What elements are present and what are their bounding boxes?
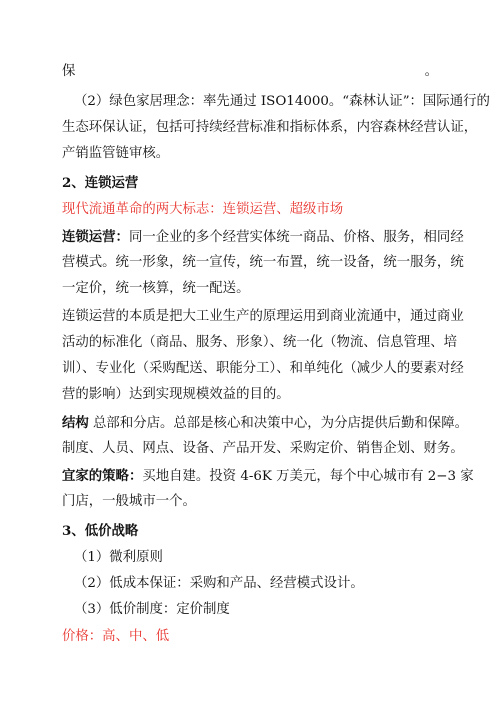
definition-text: 同一企业的多个经营实体统一商品、价格、服务，相同经 [128,230,464,245]
paragraph-line [62,359,464,379]
list-item [74,548,163,568]
paragraph-line [74,92,490,112]
section-heading [62,173,138,193]
line-text: 连锁运营的本质是把大工业生产的原理运用到商业流通中，通过商业 [62,309,464,324]
highlight-text: 价格：高、中、低 [62,629,170,644]
paragraph-line [62,118,478,138]
paragraph-line [62,385,290,405]
line-text: 门店，一般城市一个。 [62,494,196,509]
definition-line [62,413,468,433]
paragraph-line [62,62,438,82]
paragraph-line [62,492,196,512]
list-item [74,574,364,594]
line-text: 产销监管链审核。 [62,146,170,161]
highlight-text: 现代流通革命的两大标志：连锁运营、超级市场 [62,202,344,217]
line-text: 营模式。统一形象，统一宣传，统一布置，统一设备，统一服务，统 [62,255,464,270]
definition-line [62,227,464,247]
red-highlight-line [62,200,343,220]
paragraph-line [62,439,464,459]
definition-line [62,466,474,486]
heading-text: 3、低价战略 [62,523,139,539]
list-item-text: （1）微利原则 [74,550,163,565]
line-text: 训）、专业化（采购配送、职能分工）、和单纯化（减少人的要素对经 [62,361,464,376]
line-text: （2）绿色家居理念：率先通过 ISO14000。“森林认证”：国际通行的 [74,94,490,109]
line-text: 一定价，统一核算，统一配送。 [62,281,250,296]
paragraph-line [62,333,458,353]
line-text: 保。 [62,64,438,79]
line-text: 活动的标准化（商品、服务、形象）、统一化（物流、信息管理、培 [62,335,458,350]
paragraph-line [62,279,249,299]
red-highlight-line [62,627,169,647]
list-item-text: （3）低价制度：定价制度 [74,602,230,617]
line-text: 营的影响）达到实现规模效益的目的。 [62,387,290,402]
term-label: 结构 [62,415,89,431]
line-text: 制度、人员、网点、设备、产品开发、采购定价、销售企划、财务。 [62,441,464,456]
paragraph-line [62,253,464,273]
paragraph-line [62,307,464,327]
paragraph-line [62,144,169,164]
term-label: 连锁运营： [62,229,129,245]
term-label: 宜家的策略： [62,468,143,484]
definition-text: 总部和分店。总部是核心和决策中心，为分店提供后勤和保障。 [88,416,468,431]
section-heading [62,521,138,541]
definition-text: 买地自建。投资 4-6K 万美元，每个中心城市有 2−3 家 [142,469,474,484]
line-text: 生态环保认证，包括可持续经营标准和指标体系，内容森林经营认证， [62,120,478,135]
heading-text: 2、连锁运营 [62,175,139,191]
list-item [74,600,230,620]
list-item-text: （2）低成本保证：采购和产品、经营模式设计。 [74,576,364,591]
